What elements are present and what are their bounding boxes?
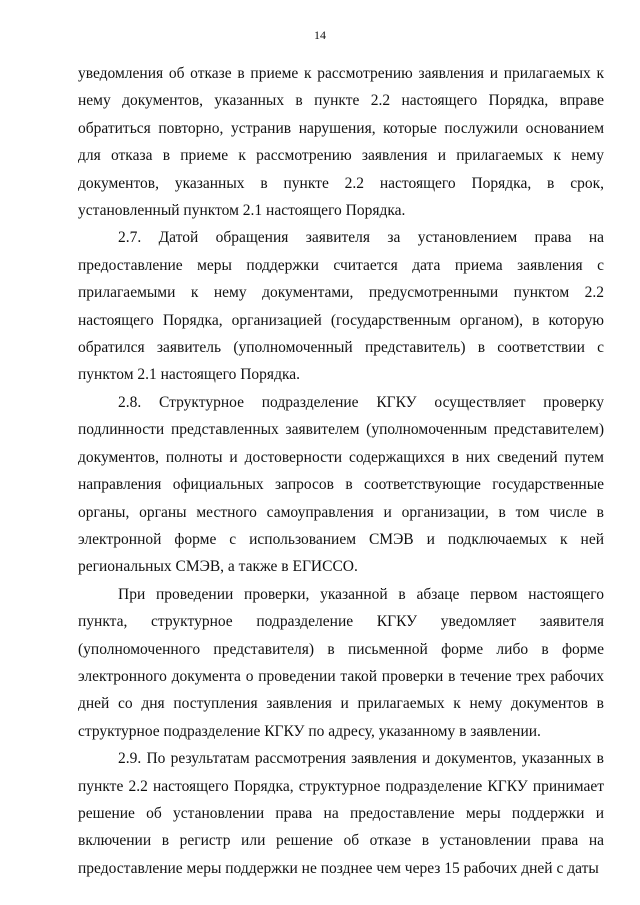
document-body (78, 60, 604, 882)
paragraph-continuation: уведомления об отказе в приеме к рассмотрению заявления и прилагаемых к нему документов, указанных в пункте 2.2 настоящего Порядка, вправе обратиться повторно, устранив нарушения, которые послужили основанием для отказа в приеме к рассмотрению заявления и прилагаемых к нему документов, указанных в пункте 2.2 настоящего Порядка, в срок, установленный пунктом 2.1 настоящего Порядка. (78, 65, 604, 220)
page-number: 14 (314, 28, 326, 42)
paragraph-2-8: 2.8. Структурное подразделение КГКУ осуществляет проверку подлинности представленных заявителем (уполномоченным представителем) документов, полноты и достоверности содержащихся в них сведений путем направления официальных запросов в соответствующие государственные органы, органы местного самоуправления и организации, в том числе в электронной форме с использованием СМЭВ и подключаемых к ней региональных СМЭВ, а также в ЕГИССО. (78, 393, 604, 576)
paragraph-2-7: 2.7. Датой обращения заявителя за установлением права на предоставление меры поддержки считается дата приема заявления с прилагаемыми к нему документами, предусмотренными пунктом 2.2 настоящего Порядка, организацией (государственным органом), в которую обратился заявитель (уполномоченный представитель) в соответствии с пунктом 2.1 настоящего Порядка. (78, 229, 604, 384)
paragraph-2-8-check: При проведении проверки, указанной в абзаце первом настоящего пункта, структурное подразделение КГКУ уведомляет заявителя (уполномоченного представителя) в письменной форме либо в форме электронного документа о проведении такой проверки в течение трех рабочих дней со дня поступления заявления и прилагаемых к нему документов в структурное подразделение КГКУ по адресу, указанному в заявлении. (78, 585, 604, 740)
paragraph-2-9: 2.9. По результатам рассмотрения заявления и документов, указанных в пункте 2.2 настоящего Порядка, структурное подразделение КГКУ принимает решение об установлении права на предоставление меры поддержки и включении в регистр или решение об отказе в установлении права на предоставление меры поддержки не позднее чем через 15 рабочих дней с даты (78, 750, 604, 877)
